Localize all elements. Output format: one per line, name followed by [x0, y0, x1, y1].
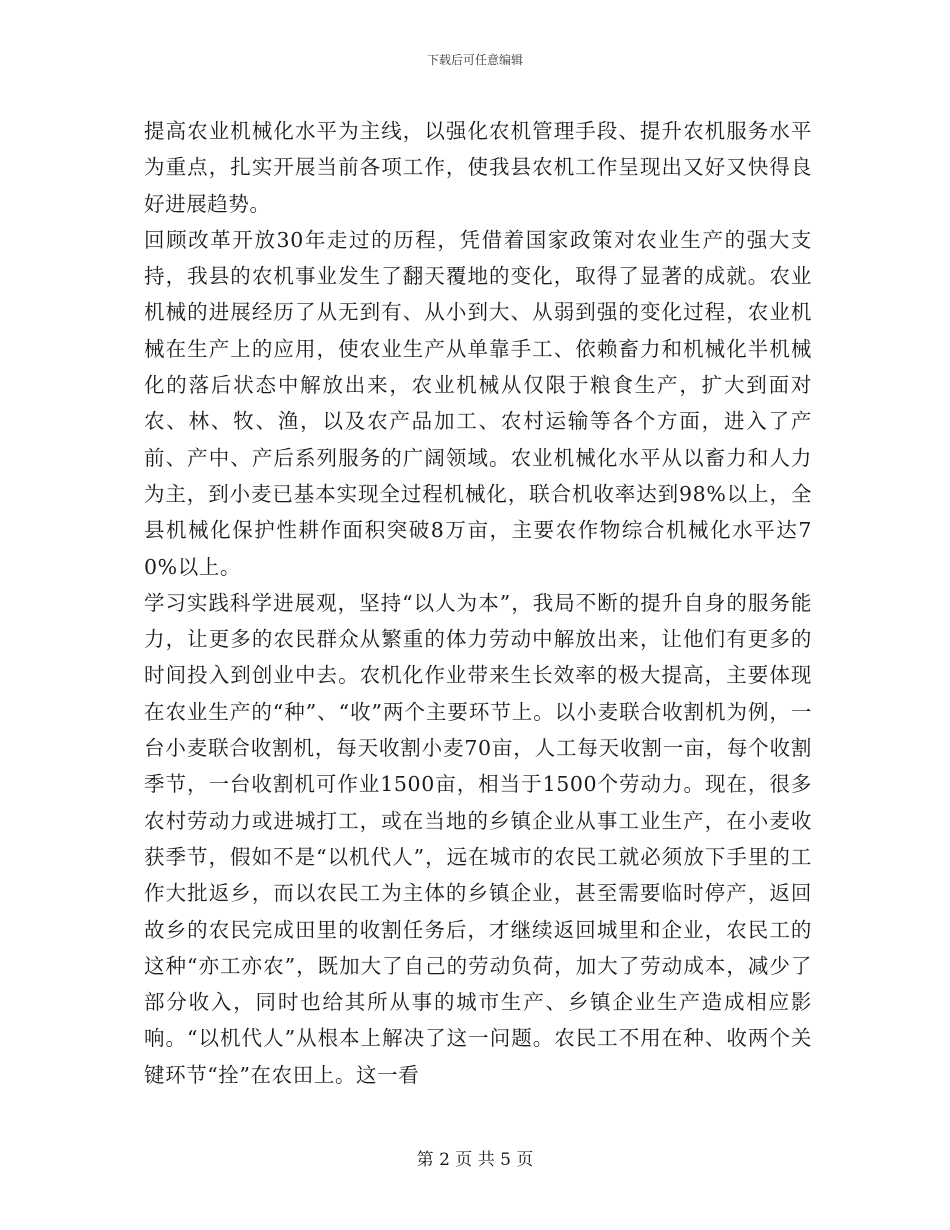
page-number-footer: 第 2 页 共 5 页	[416, 1150, 534, 1170]
paragraph-1: 提高农业机械化水平为主线，以强化农机管理手段、提升农机服务水平为重点，扎实开展当前各项工作，使我县农机工作呈现出又好又快得良好进展趋势。	[144, 119, 812, 216]
paragraph-3: 学习实践科学进展观，坚持“以人为本”，我局不断的提升自身的服务能力，让更多的农民群众从繁重的体力劳动中解放出来，让他们有更多的时间投入到创业中去。农机化作业带来生长效率的极大提高，主要体现在农业生产的“种”、“收”两个主要环节上。以小麦联合收割机为例，一台小麦联合收割机，每天收割小麦70亩，人工每天收割一亩，每个收割季节，一台收割机可作业1500亩，相当于1500个劳动力。现在，很多农村劳动力或进城打工，或在当地的乡镇企业从事工业生产，在小麦收获季节，假如不是“以机代人”，远在城市的农民工就必须放下手里的工作大批返乡，而以农民工为主体的乡镇企业，甚至需要临时停产，返回故乡的农民完成田里的收割任务后，才继续返回城里和企业，农民工的这种“亦工亦农”，既加大了自己的劳动负荷，加大了劳动成本，减少了部分收入，同时也给其所从事的城市生产、乡镇企业生产造成相应影响。“以机代人”从根本上解决了这一问题。农民工不用在种、收两个关键环节“拴”在农田上。这一看	[144, 590, 812, 1087]
document-body	[144, 113, 812, 1093]
page-header-note: 下载后可任意编辑	[426, 53, 523, 67]
paragraph-2: 回顾改革开放30年走过的历程，凭借着国家政策对农业生产的强大支持，我县的农机事业发生了翻天覆地的变化，取得了显著的成就。农业机械的进展经历了从无到有、从小到大、从弱到强的变化过程，农业机械在生产上的应用，使农业生产从单靠手工、依赖畜力和机械化半机械化的落后状态中解放出来，农业机械从仅限于粮食生产，扩大到面对农、林、牧、渔，以及农产品加工、农村运输等各个方面，进入了产前、产中、产后系列服务的广阔领域。农业机械化水平从以畜力和人力为主，到小麦已基本实现全过程机械化，联合机收率达到98%以上，全县机械化保护性耕作面积突破8万亩，主要农作物综合机械化水平达70%以上。	[144, 227, 812, 579]
